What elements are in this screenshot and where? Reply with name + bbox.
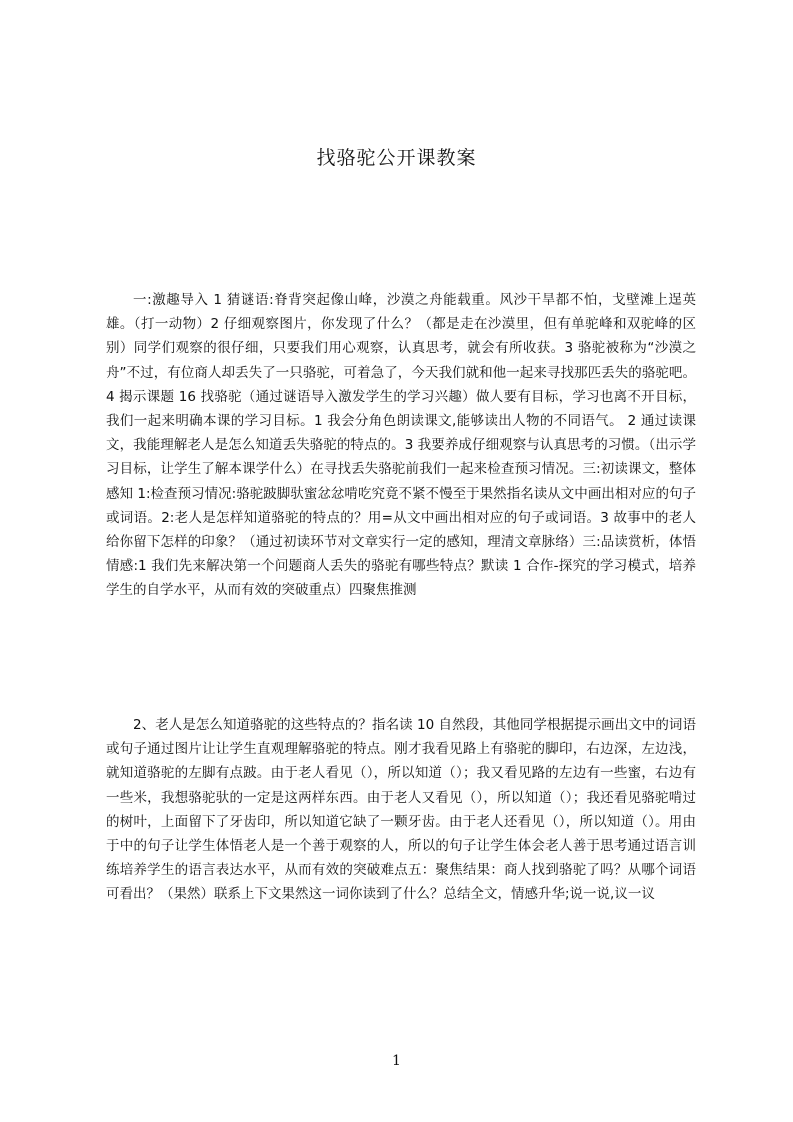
document-title: 找骆驼公开课教案 <box>316 147 477 169</box>
body-paragraph-1: 一:激趣导入 1 猜谜语:脊背突起像山峰，沙漠之舟能载重。风沙干旱都不怕，戈壁滩上逞英雄。（打一动物）2 仔细观察图片，你发现了什么？（都是走在沙漠里，但有单驼峰和双驼峰的区别）同学们观察的很仔细，只要我们用心观察，认真思考，就会有所收获。3 骆驼被称为“沙漠之舟”不过，有位商人却丢失了一只骆驼，可着急了，今天我们就和他一起来寻找那匹丢失的骆驼吧。4 揭示课题 16 找骆驼（通过谜语导入激发学生的学习兴趣）做人要有目标，学习也离不开目标，我们一起来明确本课的学习目标。1 我会分角色朗读课文,能够读出人物的不同语气。 2 通过读课文，我能理解老人是怎么知道丢失骆驼的特点的。3 我要养成仔细观察与认真思考的习惯。（出示学习目标，让学生了解本课学什么）在寻找丢失骆驼前我们一起来检查预习情况。三:初读课文，整体感知 1:检查预习情况:骆驼跛脚驮蜜忿忿啃吃究竟不紧不慢至于果然指名读从文中画出相对应的句子或词语。2:老人是怎样知道骆驼的特点的？用=从文中画出相对应的句子或词语。3 故事中的老人给你留下怎样的印象？（通过初读环节对文章实行一定的感知，理清文章脉络）三:品读赏析，体悟情感:1 我们先来解决第一个问题商人丢失的骆驼有哪些特点？默读 1 合作-探究的学习模式，培养学生的自学水平，从而有效的突破重点）四聚焦推测 <box>106 292 696 599</box>
page-number: 1 <box>392 1053 401 1069</box>
body-paragraph-2: 2、老人是怎么知道骆驼的这些特点的？指名读 10 自然段，其他同学根据提示画出文中的词语或句子通过图片让让学生直观理解骆驼的特点。刚才我看见路上有骆驼的脚印，右边深，左边浅，就知道骆驼的左脚有点跛。由于老人看见（），所以知道（）；我又看见路的左边有一些蜜，右边有一些米，我想骆驼驮的一定是这两样东西。由于老人又看见（），所以知道（）；我还看见骆驼啃过的树叶，上面留下了牙齿印，所以知道它缺了一颗牙齿。由于老人还看见（），所以知道（）。用由于中的句子让学生体悟老人是一个善于观察的人，所以的句子让学生体会老人善于思考通过语言训练培养学生的语言表达水平，从而有效的突破难点五：聚焦结果：商人找到骆驼了吗？从哪个词语可看出？（果然）联系上下文果然这一词你读到了什么？总结全文，情感升华;说一说,议一议 <box>106 717 696 903</box>
